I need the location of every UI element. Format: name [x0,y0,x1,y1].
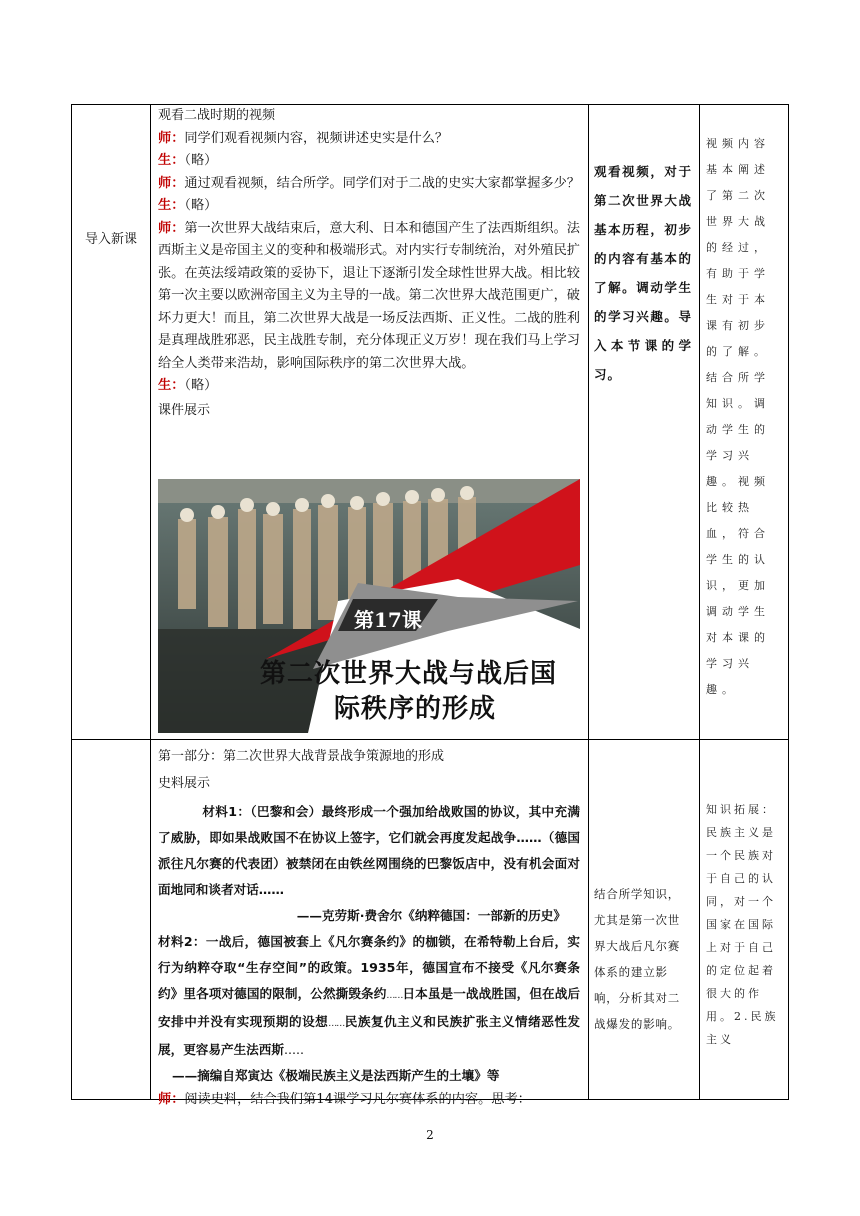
dialogue-line: 生：（略） [158,378,218,393]
slide-graphic [158,479,580,733]
material-1: 材料1：（巴黎和会）最终形成一个强加给战败国的协议，其中充满了威胁，即如果战败国不在协议上签字，它们就会再度发起战争……（德国派往凡尔赛的代表团）被禁闭在由铁丝网围绕的巴黎饭店中，没有机会面对面地同和谈者对话…… [158,804,580,897]
row-divider [72,739,788,740]
dialogue-line: 师：第一次世界大战结束后，意大利、日本和德国产生了法西斯组织。法西斯主义是帝国主义的变种和极端形式。对内实行专制统治，对外殖民扩张。在英法绥靖政策的妥协下，退让下逐渐引发全球性世界大战。相比较第一次主要以欧洲帝国主义为主导的一战。第二次世界大战范围更广，破坏力更大！而且，第二次世界大战是一场反法西斯、正义性。二战的胜利是真理战胜邪恶，民主战胜专制，充分体现正义万岁！现在我们马上学习给全人类带来浩劫，影响国际秩序的第二次世界大战。 [158,220,580,371]
speaker-label: 师 [158,175,172,191]
material-2-source: ——摘编自郑寅达《极端民族主义是法西斯产生的土壤》等 [172,1068,500,1083]
lesson-badge: 第17课 [354,608,422,632]
sources-label: 史料展示 [158,776,211,791]
stage-label: 导入新课 [84,232,137,247]
video-heading: 观看二战时期的视频 [158,108,276,123]
dialogue-line: 生：（略） [158,153,218,168]
courseware-slide-image [158,479,580,733]
speaker-label: 生 [158,198,172,213]
dialogue-line: 生：（略） [158,198,218,213]
speaker-label: 生 [158,153,172,168]
slide-title-line1: 第二次世界大战与战后国 [260,659,558,689]
lesson-table [71,104,789,1107]
material-1-source: ——克劳斯·费舍尔《纳粹德国：一部新的历史》 [296,908,566,923]
design-notes: 视频内容基本阐述了第二次世界大战的经过，有助于学生对于本课有初步的了解。结合所学知识。调动学生的学习兴趣。视频比较热血，符合学生的认识，更加调动学生对本课的学习兴趣。 [706,137,770,696]
table-divider [699,105,700,1099]
dialogue-line: 师：同学们观看视频内容，视频讲述史实是什么？ [158,130,449,146]
student-activity: 观看视频，对于第二次世界大战基本历程，初步的内容有基本的了解。调动学生的学习兴趣。导入本节课的学习。 [594,164,692,382]
slide-title-line2: 际秩序的形成 [334,694,497,724]
table-divider [150,105,151,1099]
table-divider [588,105,589,1099]
page-number: 2 [426,1128,434,1142]
part-heading: 第一部分：第二次世界大战背景战争策源地的形成 [158,749,445,764]
row1-content [158,105,580,422]
design-notes: 知识拓展：民族主义是一个民族对于自己的认同，对一个国家在国际上对于自己的定位起着很大的作用。2.民族主义 [706,803,779,1046]
dialogue-line: 师：阅读史料，结合我们第14课学习凡尔赛体系的内容。思考： [158,1092,531,1107]
speaker-label: 师 [158,220,172,236]
dialogue-line: 师：通过观看视频，结合所学。同学们对于二战的史实大家都掌握多少？ [158,175,580,191]
speaker-label: 生 [158,378,172,393]
student-activity: 结合所学知识，尤其是第一次世界大战后凡尔赛体系的建立影响，分析其对二战爆发的影响。 [594,887,681,1031]
row2-content [158,745,580,1112]
courseware-label: 课件展示 [158,402,211,418]
material-2: 材料2：一战后，德国被套上《凡尔赛条约》的枷锁，在希特勒上台后，实行为纳粹夺取“生存空间”的政策。1935年，德国宣布不接受《凡尔赛条约》里各项对德国的限制，公然撕毁条约……日本虽是一战战胜国，但在战后安排中并没有实现预期的设想……民族复仇主义和民族扩张主义情绪恶性发展，更容易产生法西斯..... [158,934,581,1057]
speaker-label: 师 [158,1092,172,1107]
speaker-label: 师 [158,130,172,146]
